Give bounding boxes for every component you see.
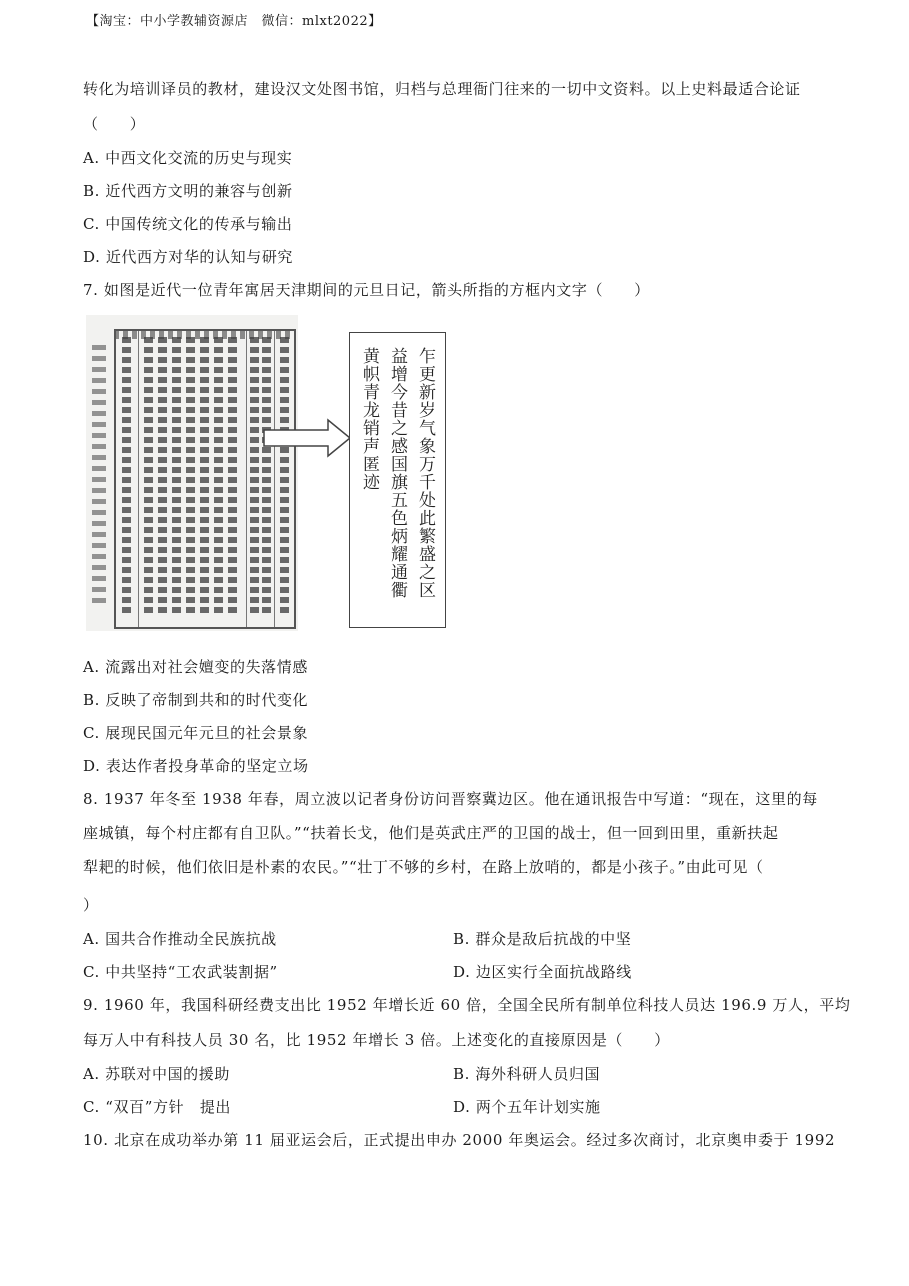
q6-option-b: B. 近代西方文明的兼容与创新 — [83, 182, 293, 200]
q6-option-d: D. 近代西方对华的认知与研究 — [83, 248, 294, 266]
q7-stem: 7. 如图是近代一位青年寓居天津期间的元旦日记，箭头所指的方框内文字（ ） — [83, 281, 650, 299]
q8-stem-line4: ） — [83, 896, 99, 914]
diary-date-column — [92, 345, 106, 605]
source-header: 【淘宝：中小学教辅资源店 微信：mlxt2022】 — [86, 14, 382, 29]
q8-option-b: B. 群众是敌后抗战的中坚 — [453, 930, 632, 948]
q9-stem-line2: 每万人中有科技人员 30 名，比 1952 年增长 3 倍。上述变化的直接原因是（ ） — [83, 1031, 670, 1049]
q9-option-c: C. “双百”方针 提出 — [83, 1098, 232, 1116]
diary-scan-image — [86, 315, 298, 631]
q8-stem-line1: 8. 1937 年冬至 1938 年春，周立波以记者身份访问晋察冀边区。他在通讯报告中写道：“现在，这里的每 — [83, 790, 818, 808]
box-column-1: 乍更新岁气象万千处此繁盛之区 — [415, 347, 435, 599]
q6-option-c: C. 中国传统文化的传承与输出 — [83, 215, 293, 233]
q7-option-c: C. 展现民国元年元旦的社会景象 — [83, 724, 309, 742]
q7-option-d: D. 表达作者投身革命的坚定立场 — [83, 757, 309, 775]
q9-stem-line1: 9. 1960 年，我国科研经费支出比 1952 年增长近 60 倍，全国全民所有制单位科技人员达 196.9 万人，平均 — [83, 996, 851, 1014]
q6-option-a: A. 中西文化交流的历史与现实 — [83, 149, 293, 167]
q8-option-d: D. 边区实行全面抗战路线 — [453, 963, 632, 981]
q8-stem-line2: 座城镇，每个村庄都有自卫队。”“扶着长戈，他们是英武庄严的卫国的战士，但一回到田里，重新扶起 — [83, 824, 779, 842]
q7-option-a: A. 流露出对社会嬗变的失落情感 — [83, 658, 308, 676]
q9-option-d: D. 两个五年计划实施 — [453, 1098, 601, 1116]
q7-option-b: B. 反映了帝制到共和的时代变化 — [83, 691, 309, 709]
q6-stem-line2: （ ） — [83, 115, 146, 133]
q10-stem-line1: 10. 北京在成功举办第 11 届亚运会后，正式提出申办 2000 年奥运会。经过多次商讨，北京奥申委于 1992 — [83, 1131, 836, 1149]
box-column-2: 益增今昔之感国旗五色炳耀通衢 — [387, 347, 407, 599]
annotated-text-box — [349, 332, 446, 628]
box-column-3: 黄帜青龙销声匿迹 — [359, 347, 379, 491]
q8-option-a: A. 国共合作推动全民族抗战 — [83, 930, 277, 948]
q8-option-c: C. 中共坚持“工农武装割据” — [83, 963, 278, 981]
q9-option-b: B. 海外科研人员归国 — [453, 1065, 601, 1083]
q6-stem-line1: 转化为培训译员的教材，建设汉文处图书馆，归档与总理衙门往来的一切中文资料。以上史料最适合论证 — [83, 80, 801, 98]
q9-option-a: A. 苏联对中国的援助 — [83, 1065, 230, 1083]
arrow-right-icon — [262, 418, 354, 458]
q8-stem-line3: 犁耙的时候，他们依旧是朴素的农民。”“壮丁不够的乡村，在路上放哨的，都是小孩子。”由此可见（ — [83, 858, 764, 876]
